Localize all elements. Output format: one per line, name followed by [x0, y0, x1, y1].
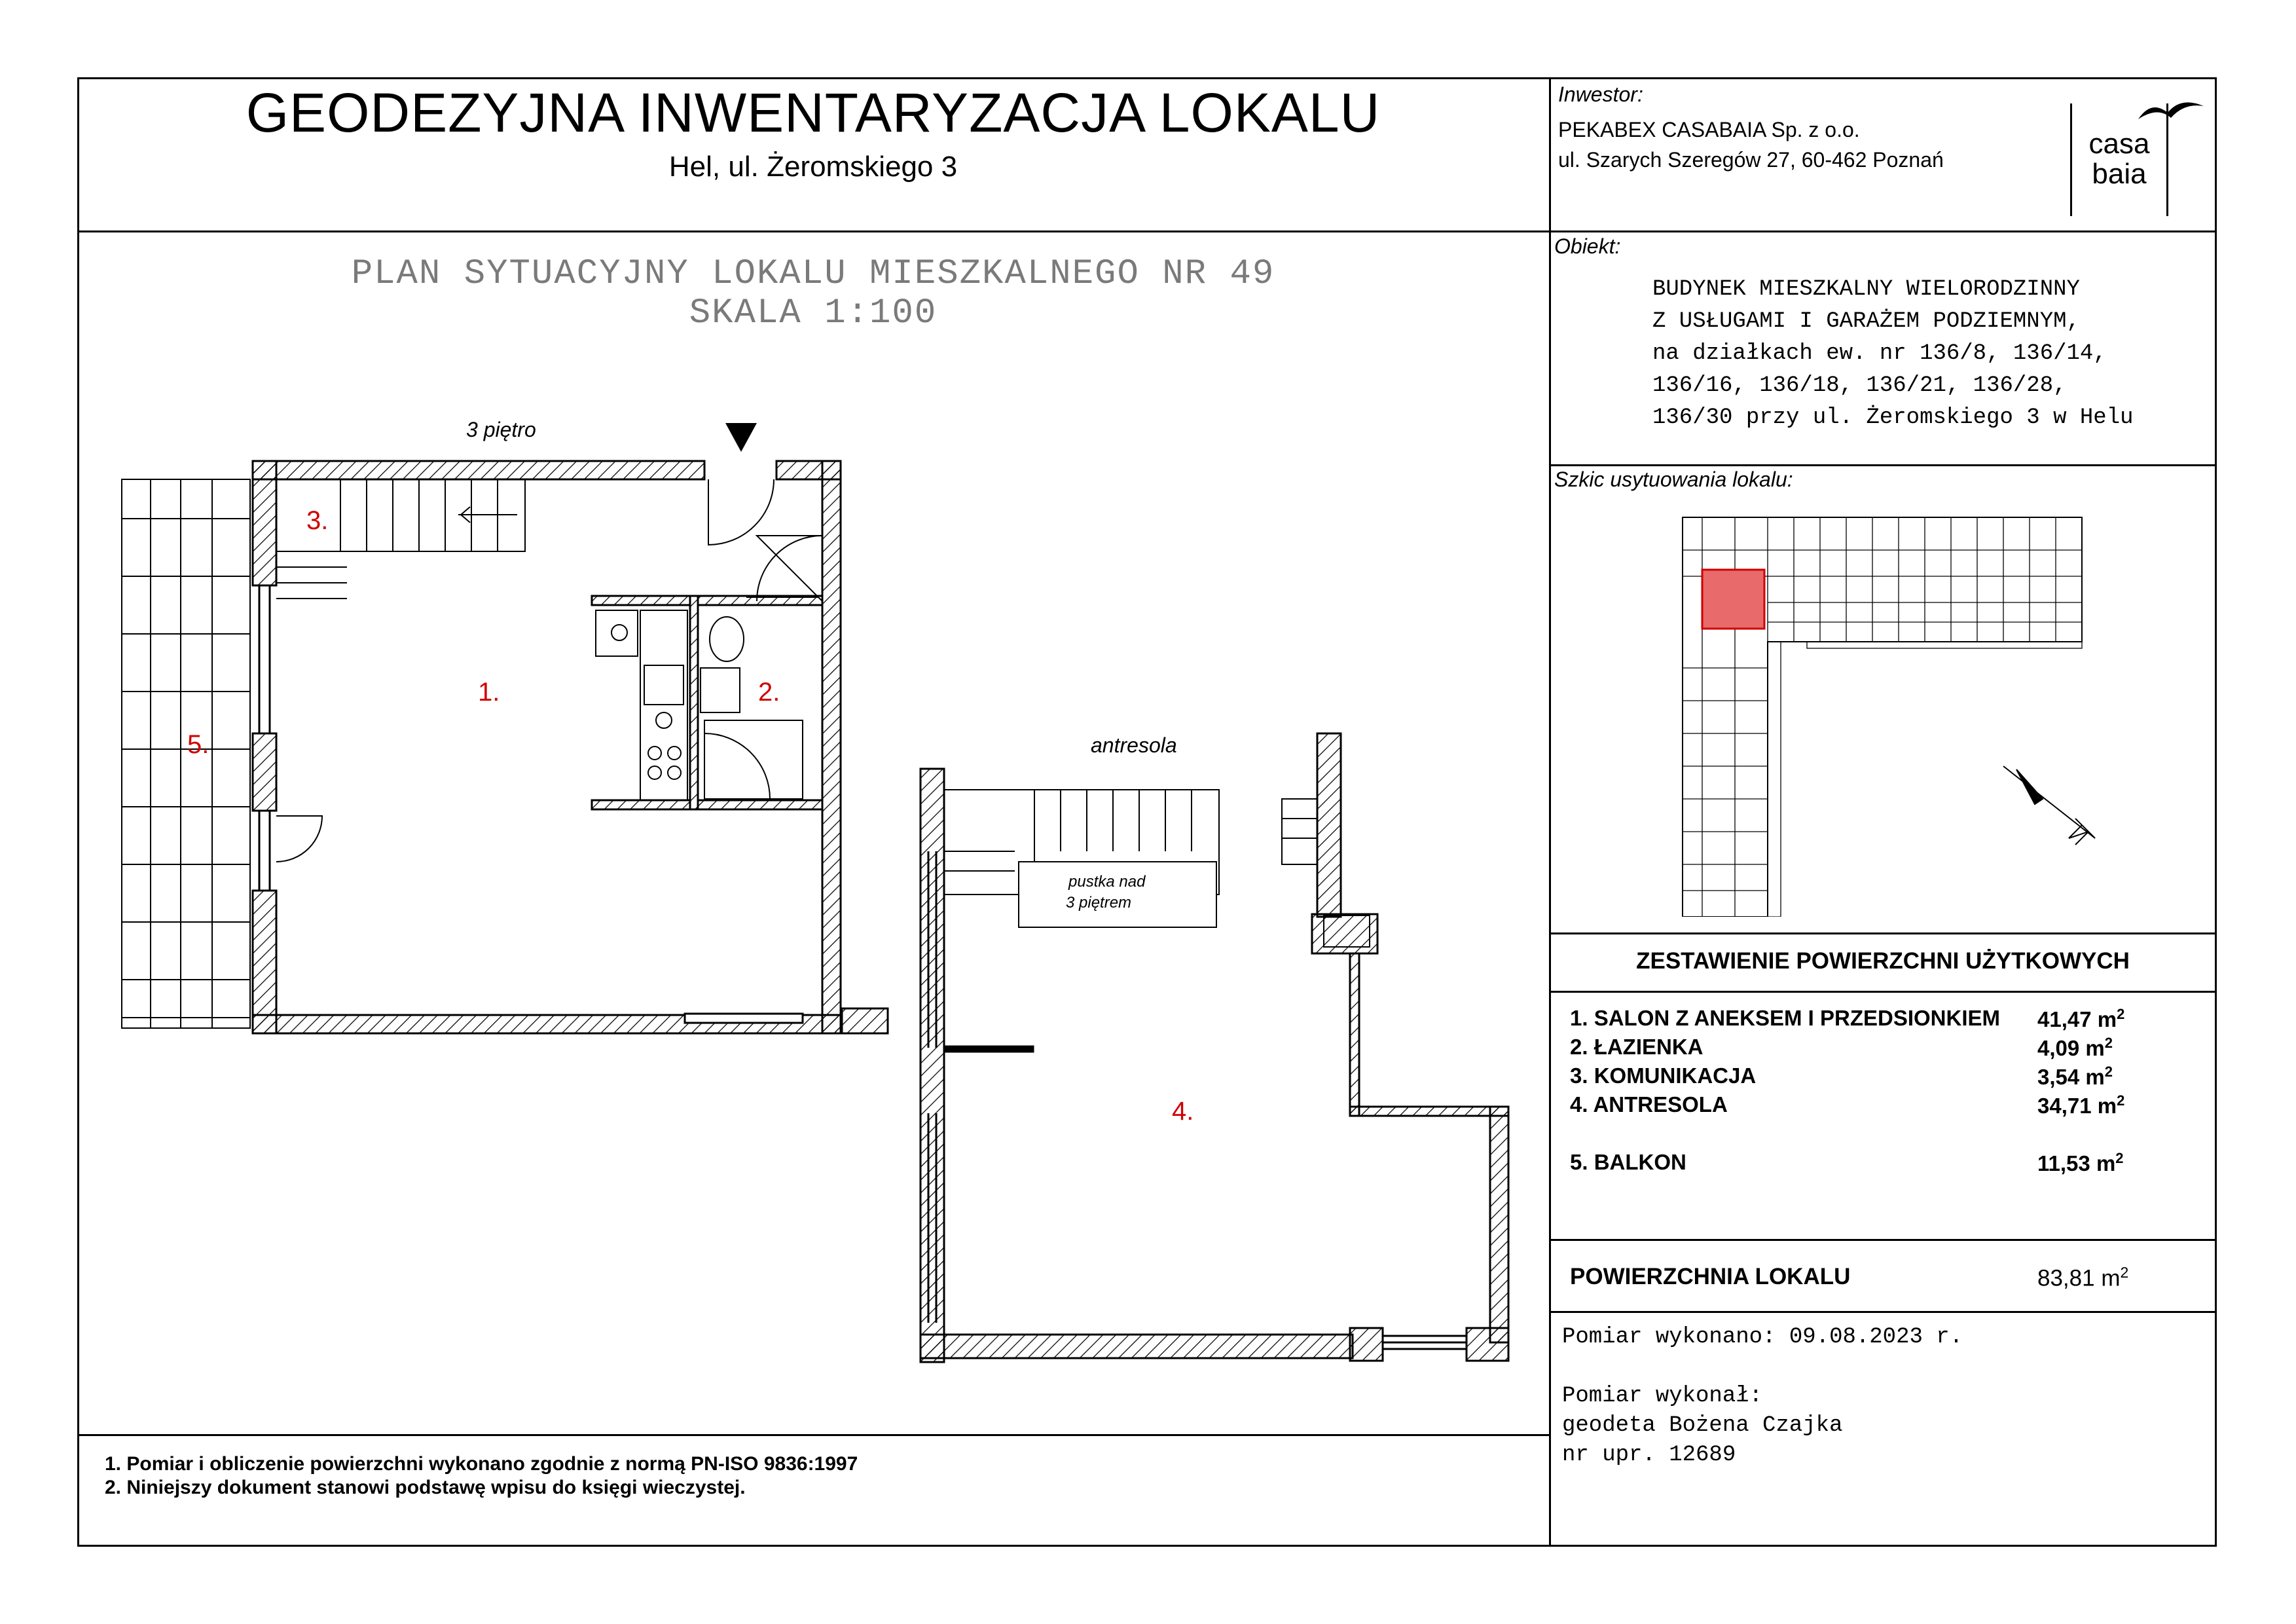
survey-license: nr upr. 12689 [1562, 1443, 1736, 1467]
object-line-3: na działkach ew. nr 136/8, 136/14, [1652, 341, 2107, 366]
object-description [1652, 274, 2134, 434]
note-1: 1. Pomiar i obliczenie powierzchni wykonano zgodnie z normą PN-ISO 9836:1997 [105, 1453, 858, 1475]
investor-name: PEKABEX CASABAIA Sp. z o.o. [1558, 118, 1860, 141]
north-arrow-icon [2003, 766, 2095, 845]
right-column-divider [1549, 77, 1551, 1547]
area-row-2-value: 4,09 $m^2$ [2037, 1035, 2113, 1060]
area-row-2-name: 2. ŁAZIENKA [1570, 1035, 1704, 1059]
area-row-5-number: 11,53 [2037, 1151, 2090, 1175]
investor-address: ul. Szarych Szeregów 27, 60-462 Poznań [1558, 148, 1944, 172]
area-total-label: POWIERZCHNIA LOKALU [1570, 1264, 1851, 1289]
mezzanine-walls [920, 733, 1508, 1362]
area-row-1-value: 41,47 $m^2$ [2037, 1006, 2125, 1031]
document-address: Hel, ul. Żeromskiego 3 [668, 151, 958, 183]
room-label-1: 1. [478, 678, 500, 707]
floor3-walls [253, 461, 888, 1033]
object-line-5: 136/30 przy ul. Żeromskiego 3 w Helu [1652, 405, 2134, 430]
area-row-1-number: 41,47 [2037, 1007, 2092, 1031]
balcony-tiles [122, 479, 250, 1028]
room-label-4: 4. [1172, 1097, 1194, 1126]
survey-date: Pomiar wykonano: 09.08.2023 r. [1562, 1325, 1963, 1350]
notes [105, 1452, 858, 1500]
area-row-4-name: 4. ANTRESOLA [1570, 1092, 1728, 1116]
logo-word-baia: baia [2092, 158, 2147, 190]
area-row-3-name: 3. KOMUNIKACJA [1570, 1063, 1757, 1088]
survey-by-label: Pomiar wykonał: [1562, 1384, 1763, 1409]
unit-highlight [1702, 570, 1764, 629]
mezzanine-label: antresola [1091, 733, 1177, 757]
area-row-3-number: 3,54 [2037, 1065, 2080, 1089]
room-label-5: 5. [187, 730, 210, 759]
area-row-1-name: 1. SALON Z ANEKSEM I PRZEDSIONKIEM [1570, 1006, 2001, 1030]
document-title: GEODEZYJNA INWENTARYZACJA LOKALU [246, 82, 1381, 143]
area-row-5-value: 11,53 $m^2$ [2037, 1150, 2124, 1175]
void-note-line2: 3 piętrem [1066, 894, 1132, 912]
area-total-number: 83,81 [2037, 1265, 2095, 1291]
sketch-divider [1549, 932, 2217, 934]
floor3-label: 3 piętro [466, 418, 536, 441]
area-row-3-value: 3,54 $m^2$ [2037, 1063, 2113, 1089]
mezzanine-stairs [944, 790, 1370, 947]
object-line-2: Z USŁUGAMI I GARAŻEM PODZIEMNYM, [1652, 309, 2080, 334]
plan-scale: SKALA 1:100 [689, 293, 938, 333]
site-sketch [1676, 511, 2134, 917]
area-row-4-number: 34,71 [2037, 1094, 2092, 1118]
survey-info [1562, 1323, 1963, 1470]
area-row-2-number: 4,09 [2037, 1036, 2080, 1060]
logo-word-casa: casa [2088, 128, 2150, 160]
sketch-label: Szkic usytuowania lokalu: [1554, 468, 1793, 491]
plan-title: PLAN SYTUACYJNY LOKALU MIESZKALNEGO NR 49 [351, 254, 1275, 294]
room-label-2: 2. [758, 678, 780, 707]
area-total-value: 83,81 $m^2$ [2037, 1264, 2129, 1291]
entrance-arrow-icon [725, 423, 757, 452]
object-label: Obiekt: [1554, 234, 1621, 258]
investor-label: Inwestor: [1558, 83, 1643, 106]
areas-total-divider [1549, 1239, 2217, 1241]
notes-divider [77, 1434, 1550, 1436]
survey-divider [1549, 1311, 2217, 1313]
object-divider [1549, 464, 2217, 466]
area-row-4-value: 34,71 $m^2$ [2037, 1092, 2125, 1118]
void-note-line1: pustka nad [1068, 873, 1146, 891]
object-line-4: 136/16, 136/18, 136/21, 136/28, [1652, 373, 2067, 398]
seagull-icon [2132, 93, 2210, 132]
area-row-5-name: 5. BALKON [1570, 1150, 1686, 1174]
floor3-stairs [276, 479, 525, 599]
areas-title: ZESTAWIENIE POWIERZCHNI UŻYTKOWYCH [1636, 948, 2130, 974]
room-label-3: 3. [306, 506, 329, 535]
note-2: 2. Niniejszy dokument stanowi podstawę wpisu do księgi wieczystej. [105, 1477, 746, 1498]
object-line-1: BUDYNEK MIESZKALNY WIELORODZINNY [1652, 277, 2080, 302]
areas-title-divider [1549, 991, 2217, 993]
survey-surveyor: geodeta Bożena Czajka [1562, 1413, 1843, 1438]
